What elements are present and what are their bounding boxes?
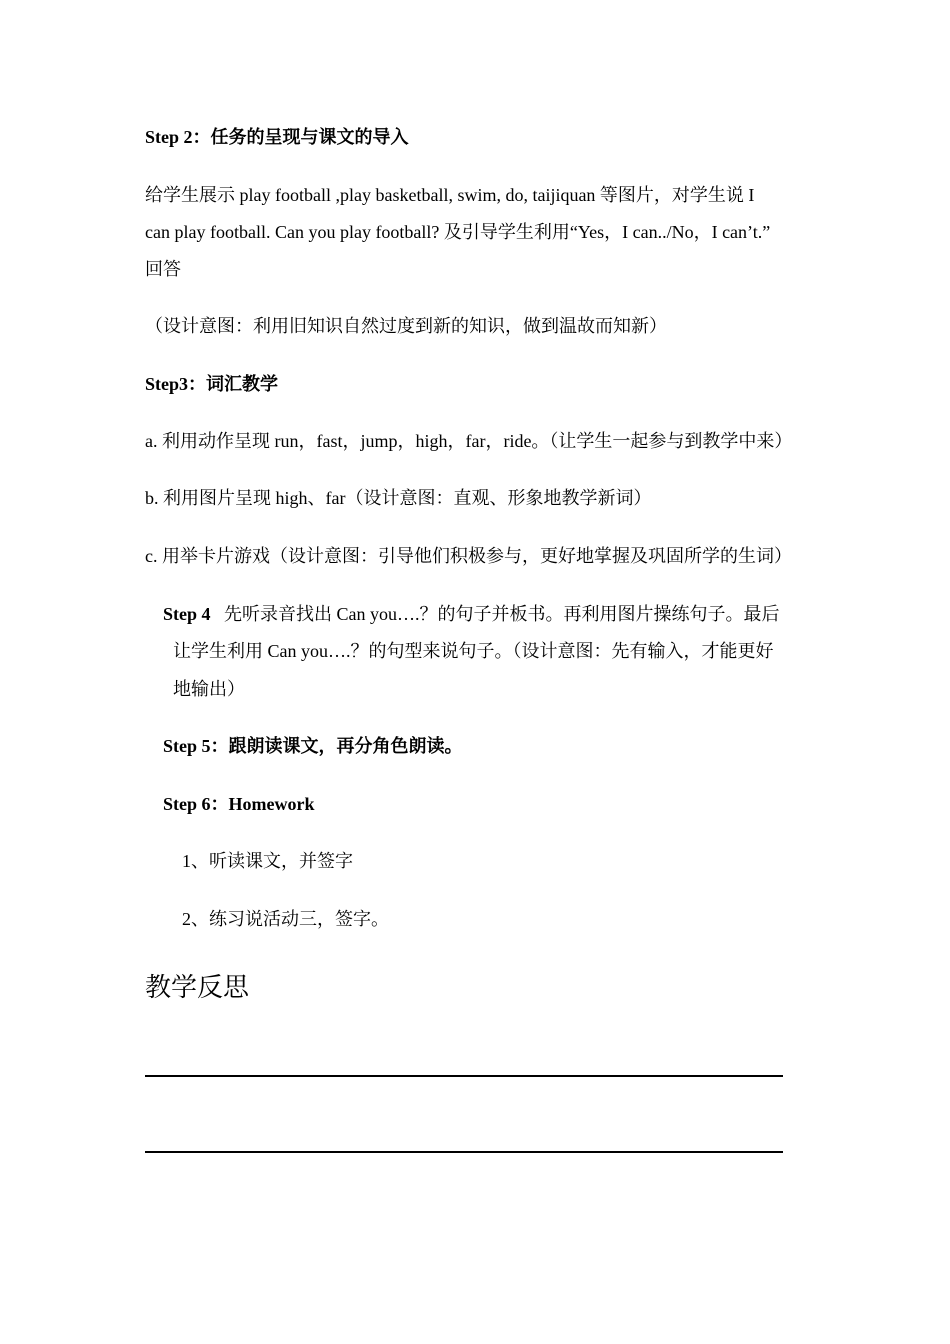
step6-title: Step 6：Homework — [163, 794, 315, 814]
step3-item-c: c. 用举卡片游戏（设计意图：引导他们积极参与，更好地掌握及巩固所学的生词） — [145, 546, 792, 566]
step2-design-note: （设计意图：利用旧知识自然过度到新的知识，做到温故而知新） — [145, 316, 667, 336]
step4-label: Step 4 — [163, 604, 211, 624]
step3-item-a: a. 利用动作呈现 run，fast，jump，high，far，ride。（让学生一起参与到教学中来） — [145, 431, 793, 451]
step3-item-b: b. 利用图片呈现 high、far（设计意图：直观、形象地教学新词） — [145, 488, 652, 508]
step4-text-line1: 先听录音找出 Can you….？的句子并板书。再利用图片操练句子。最后 — [224, 604, 780, 624]
step3-title: Step3：词汇教学 — [145, 374, 279, 394]
homework-item-2: 2、练习说活动三，签字。 — [182, 909, 389, 929]
reflection-answer-line-1 — [145, 1075, 783, 1077]
step4-line1 — [163, 602, 780, 626]
step4-line2: 让学生利用 Can you….？的句型来说句子。（设计意图：先有输入，才能更好 — [173, 641, 774, 661]
step2-body-line1: 给学生展示 play football ,play basketball, swim, do, taijiquan 等图片，对学生说 I — [145, 185, 755, 205]
reflection-heading: 教学反思 — [145, 973, 250, 1002]
step2-body-line3: 回答 — [145, 259, 181, 279]
homework-item-1: 1、听读课文，并签字 — [182, 851, 353, 871]
reflection-answer-line-2 — [145, 1151, 783, 1153]
step5-title: Step 5：跟朗读课文，再分角色朗读。 — [163, 736, 463, 756]
step4-line3: 地输出） — [173, 679, 245, 699]
step2-body-line2: can play football. Can you play football? 及引导学生利用“Yes，I can../No，I can’t.” — [145, 222, 771, 242]
step2-title: Step 2：任务的呈现与课文的导入 — [145, 127, 409, 147]
